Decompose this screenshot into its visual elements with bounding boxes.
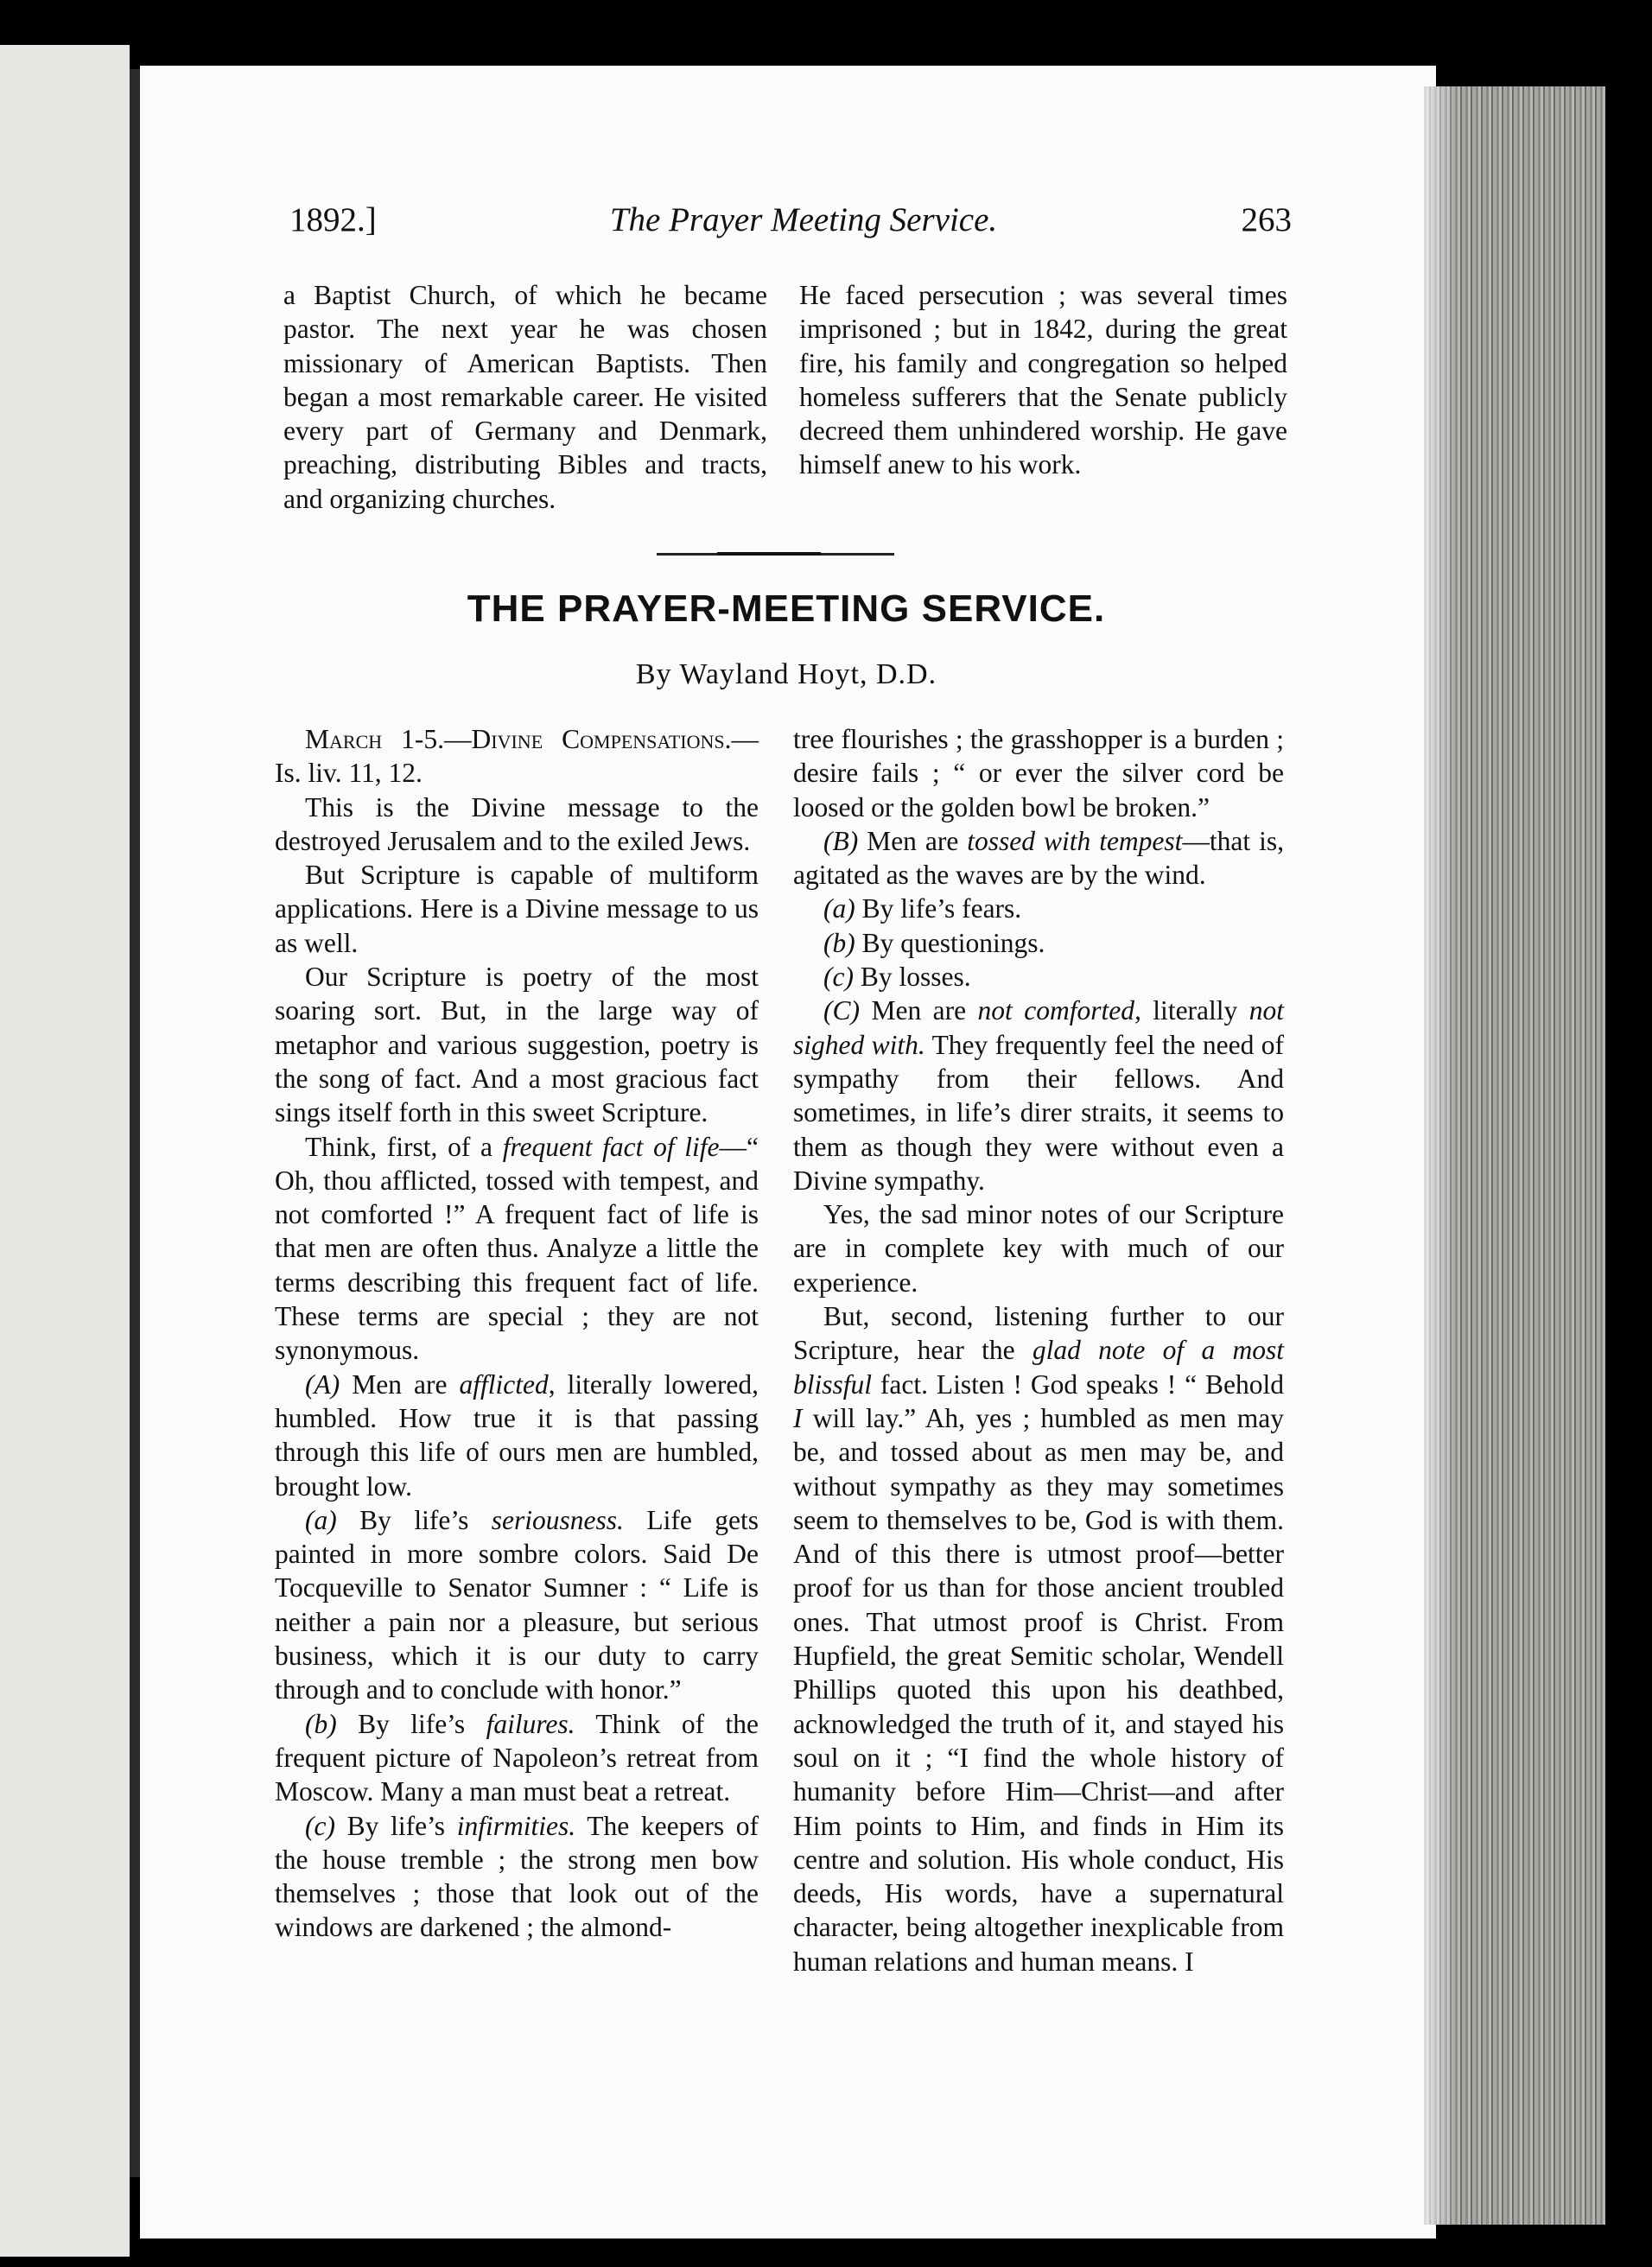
top-left-column bbox=[283, 278, 767, 516]
body-right-column bbox=[793, 722, 1284, 1978]
header-year: 1892.] bbox=[289, 201, 377, 238]
paragraph: (a) By life’s seriousness. Life gets painted in more sombre colors. Said De Tocqueville to Senator Sumner : “ Life is neither a pain nor a pleasure, but serious business, which it is our duty to carry through and to conclude with honor.” bbox=[275, 1504, 759, 1705]
paragraph: This is the Divine message to the destroyed Jerusalem and to the exiled Jews. bbox=[275, 791, 759, 856]
paragraph-subject: March 1-5.—Divine Compensations.—Is. liv. 11, 12. bbox=[275, 724, 759, 789]
header-title: The Prayer Meeting Service. bbox=[609, 201, 998, 238]
running-header bbox=[289, 200, 1292, 252]
paragraph: But Scripture is capable of multiform applications. Here is a Divine message to us as well. bbox=[275, 860, 759, 958]
paragraph: Think, first, of a frequent fact of life—“ Oh, thou afflicted, tossed with tempest, and not comforted !” A frequent fact of life is that men are often thus. Analyze a little the terms describing this frequent fact of life. These terms are special ; they are not synonymous. bbox=[275, 1131, 759, 1366]
article-byline: By Wayland Hoyt, D.D. bbox=[635, 658, 937, 690]
paragraph: (C) Men are not comforted, literally not sighed with. They frequently feel the need of sympathy from their fellows. And sometimes, in life’s direr straits, it seems to them as though they were without even a Divine sympathy. bbox=[793, 995, 1284, 1196]
paragraph: (B) Men are tossed with tempest—that is, agitated as the waves are by the wind. bbox=[793, 825, 1284, 891]
paragraph: (b) By questionings. bbox=[823, 927, 1045, 958]
top-right-paragraph: He faced persecution ; was several times imprisoned ; but in 1842, during the great fire, his family and congregation so helped homeless sufferers that the Senate publicly decreed them unhindered worship. He gave himself anew to his work. bbox=[799, 280, 1287, 480]
body-left-column bbox=[275, 722, 759, 1945]
page-edges-highlight bbox=[1424, 86, 1458, 2225]
paragraph: (c) By life’s infirmities. The keepers of the house tremble ; the strong men bow themselves ; those that look out of the windows are darkened ; the almond- bbox=[275, 1810, 759, 1943]
paragraph: (A) Men are afflicted, literally lowered, humbled. How true it is that passing through this life of ours men are humbled, brought low. bbox=[275, 1368, 759, 1502]
paragraph: (c) By losses. bbox=[823, 962, 971, 993]
paragraph: Our Scripture is poetry of the most soaring sort. But, in the large way of metaphor and various suggestion, poetry is the song of fact. And a most gracious fact sings itself forth in this sweet Scripture. bbox=[275, 962, 759, 1128]
paragraph: (a) By life’s fears. bbox=[823, 893, 1022, 924]
section-divider bbox=[657, 553, 894, 556]
article-title: THE PRAYER-MEETING SERVICE. bbox=[467, 587, 1106, 630]
book-gutter bbox=[130, 69, 140, 2177]
paragraph: Yes, the sad minor notes of our Scripture are in complete key with much of our experience. bbox=[793, 1199, 1284, 1298]
top-right-column bbox=[799, 278, 1287, 482]
page-number: 263 bbox=[1241, 201, 1292, 238]
facing-page-edge bbox=[0, 45, 130, 2257]
paragraph: (b) By life’s failures. Think of the frequent picture of Napoleon’s retreat from Moscow. Many a man must beat a retreat. bbox=[275, 1708, 759, 1807]
paragraph: tree flourishes ; the grasshopper is a burden ; desire fails ; “ or ever the silver cord be loosed or the golden bowl be broken.” bbox=[793, 724, 1284, 822]
top-left-paragraph: a Baptist Church, of which he became pastor. The next year he was chosen missionary of American Baptists. Then began a most remarkable career. He visited every part of Germany and Denmark, preaching, distributing Bibles and tracts, and organizing churches. bbox=[283, 280, 767, 514]
paragraph: But, second, listening further to our Scripture, hear the glad note of a most blissful fact. Listen ! God speaks ! “ Behold I will lay.” Ah, yes ; humbled as men may be, and tossed about as men may be, and without sympathy as they may sometimes seem to themselves to be, God is with them. And of this there is utmost proof—better proof for us than for those ancient troubled ones. That utmost proof is Christ. From Hupfield, the great Semitic scholar, Wendell Phillips quoted this upon his deathbed, acknowledged the truth of it, and stayed his soul on it ; “I find the whole history of humanity before Him—Christ—and after Him points to Him, and finds in Him its centre and solution. His whole conduct, His deeds, His words, have a supernatural character, being altogether inexplicable from human relations and human means. I bbox=[793, 1301, 1284, 1977]
